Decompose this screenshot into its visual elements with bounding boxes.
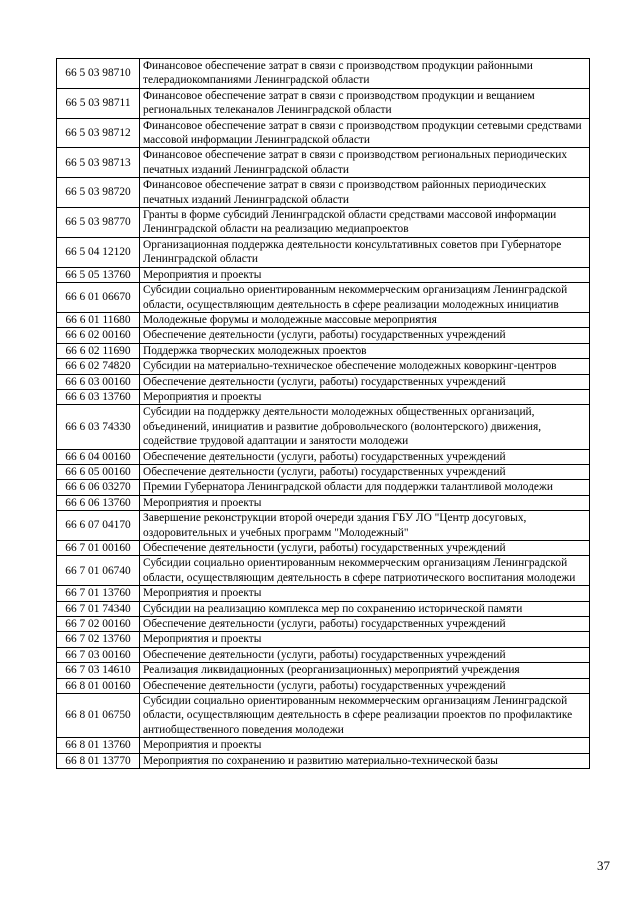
budget-code-cell: 66 6 04 00160 <box>57 449 140 464</box>
description-cell: Мероприятия и проекты <box>140 495 590 510</box>
budget-code-cell: 66 6 07 04170 <box>57 511 140 541</box>
table-row <box>57 480 590 495</box>
budget-code-cell: 66 7 01 00160 <box>57 541 140 556</box>
budget-code-cell: 66 5 03 98712 <box>57 118 140 148</box>
table-row <box>57 374 590 389</box>
budget-code-cell: 66 6 01 06670 <box>57 283 140 313</box>
table-row <box>57 208 590 238</box>
table-row <box>57 647 590 662</box>
table-row <box>57 178 590 208</box>
table-row <box>57 738 590 753</box>
table-row <box>57 678 590 693</box>
description-cell: Мероприятия и проекты <box>140 586 590 601</box>
budget-code-cell: 66 6 03 00160 <box>57 374 140 389</box>
description-cell: Премии Губернатора Ленинградской области для поддержки талантливой молодежи <box>140 480 590 495</box>
table-row <box>57 88 590 118</box>
description-cell: Гранты в форме субсидий Ленинградской области средствами массовой информации Ленинградской области на реализацию медиапроектов <box>140 208 590 238</box>
description-cell: Организационная поддержка деятельности консультативных советов при Губернаторе Ленинградской области <box>140 237 590 267</box>
budget-code-cell: 66 7 01 13760 <box>57 586 140 601</box>
table-row <box>57 283 590 313</box>
table-row <box>57 601 590 616</box>
description-cell: Поддержка творческих молодежных проектов <box>140 343 590 358</box>
description-cell: Субсидии социально ориентированным некоммерческим организациям Ленинградской области, осуществляющим деятельность в сфере патриотического воспитания молодежи <box>140 556 590 586</box>
budget-code-cell: 66 5 03 98770 <box>57 208 140 238</box>
table-row <box>57 449 590 464</box>
description-cell: Реализация ликвидационных (реорганизационных) мероприятий учреждения <box>140 663 590 678</box>
table-row <box>57 359 590 374</box>
description-cell: Обеспечение деятельности (услуги, работы) государственных учреждений <box>140 541 590 556</box>
description-cell: Завершение реконструкции второй очереди здания ГБУ ЛО "Центр досуговых, оздоровительных и учебных программ "Молодежный" <box>140 511 590 541</box>
table-row <box>57 405 590 449</box>
description-cell: Субсидии социально ориентированным некоммерческим организациям Ленинградской области, осуществляющим деятельность в сфере реализации проектов по профилактике антиобщественного поведения молодежи <box>140 694 590 738</box>
budget-code-cell: 66 6 02 74820 <box>57 359 140 374</box>
table-row <box>57 511 590 541</box>
budget-code-cell: 66 5 05 13760 <box>57 267 140 282</box>
budget-code-cell: 66 8 01 13760 <box>57 738 140 753</box>
description-cell: Субсидии на реализацию комплекса мер по сохранению исторической памяти <box>140 601 590 616</box>
budget-code-cell: 66 6 06 03270 <box>57 480 140 495</box>
budget-code-cell: 66 5 03 98710 <box>57 59 140 89</box>
budget-code-cell: 66 5 03 98720 <box>57 178 140 208</box>
budget-code-cell: 66 5 03 98711 <box>57 88 140 118</box>
budget-code-table <box>56 58 590 769</box>
budget-code-cell: 66 6 05 00160 <box>57 464 140 479</box>
budget-code-cell: 66 6 01 11680 <box>57 312 140 327</box>
description-cell: Субсидии на материально-техническое обеспечение молодежных коворкинг-центров <box>140 359 590 374</box>
table-row <box>57 694 590 738</box>
table-row <box>57 663 590 678</box>
description-cell: Финансовое обеспечение затрат в связи с производством продукции районными телерадиокомпаниями Ленинградской области <box>140 59 590 89</box>
description-cell: Финансовое обеспечение затрат в связи с производством продукции сетевыми средствами массовой информации Ленинградской области <box>140 118 590 148</box>
table-row <box>57 556 590 586</box>
table-row <box>57 237 590 267</box>
table-row <box>57 586 590 601</box>
table-row <box>57 495 590 510</box>
description-cell: Молодежные форумы и молодежные массовые мероприятия <box>140 312 590 327</box>
description-cell: Обеспечение деятельности (услуги, работы) государственных учреждений <box>140 464 590 479</box>
table-row <box>57 328 590 343</box>
table-row <box>57 118 590 148</box>
table-row <box>57 541 590 556</box>
description-cell: Финансовое обеспечение затрат в связи с производством региональных периодических печатных изданий Ленинградской области <box>140 148 590 178</box>
table-row <box>57 148 590 178</box>
description-cell: Обеспечение деятельности (услуги, работы) государственных учреждений <box>140 617 590 632</box>
budget-code-cell: 66 6 02 11690 <box>57 343 140 358</box>
description-cell: Мероприятия и проекты <box>140 738 590 753</box>
budget-code-cell: 66 5 03 98713 <box>57 148 140 178</box>
page-number: 37 <box>597 858 610 873</box>
budget-code-cell: 66 6 03 74330 <box>57 405 140 449</box>
table-row <box>57 753 590 768</box>
budget-code-cell: 66 6 03 13760 <box>57 389 140 404</box>
description-cell: Обеспечение деятельности (услуги, работы) государственных учреждений <box>140 647 590 662</box>
table-body <box>57 59 590 769</box>
table-row <box>57 464 590 479</box>
budget-code-cell: 66 7 03 14610 <box>57 663 140 678</box>
budget-code-cell: 66 8 01 06750 <box>57 694 140 738</box>
budget-code-cell: 66 7 02 00160 <box>57 617 140 632</box>
table-row <box>57 617 590 632</box>
budget-code-cell: 66 7 01 06740 <box>57 556 140 586</box>
table-row <box>57 59 590 89</box>
description-cell: Мероприятия и проекты <box>140 632 590 647</box>
budget-code-cell: 66 7 02 13760 <box>57 632 140 647</box>
table-row <box>57 267 590 282</box>
budget-code-cell: 66 7 01 74340 <box>57 601 140 616</box>
description-cell: Субсидии социально ориентированным некоммерческим организациям Ленинградской области, осуществляющим деятельность в сфере реализации молодежных инициатив <box>140 283 590 313</box>
description-cell: Мероприятия и проекты <box>140 267 590 282</box>
description-cell: Обеспечение деятельности (услуги, работы) государственных учреждений <box>140 328 590 343</box>
description-cell: Мероприятия и проекты <box>140 389 590 404</box>
description-cell: Обеспечение деятельности (услуги, работы) государственных учреждений <box>140 449 590 464</box>
description-cell: Финансовое обеспечение затрат в связи с производством продукции и вещанием региональных телеканалов Ленинградской области <box>140 88 590 118</box>
description-cell: Обеспечение деятельности (услуги, работы) государственных учреждений <box>140 374 590 389</box>
document-page <box>56 58 590 769</box>
description-cell: Субсидии на поддержку деятельности молодежных общественных организаций, объединений, инициатив и развитие добровольческого (волонтерского) движения, содействие трудовой адаптации и занятости молодежи <box>140 405 590 449</box>
budget-code-cell: 66 6 02 00160 <box>57 328 140 343</box>
budget-code-cell: 66 8 01 00160 <box>57 678 140 693</box>
table-row <box>57 632 590 647</box>
description-cell: Мероприятия по сохранению и развитию материально-технической базы <box>140 753 590 768</box>
description-cell: Финансовое обеспечение затрат в связи с производством районных периодических печатных изданий Ленинградской области <box>140 178 590 208</box>
budget-code-cell: 66 6 06 13760 <box>57 495 140 510</box>
budget-code-cell: 66 5 04 12120 <box>57 237 140 267</box>
table-row <box>57 312 590 327</box>
table-row <box>57 389 590 404</box>
table-row <box>57 343 590 358</box>
description-cell: Обеспечение деятельности (услуги, работы) государственных учреждений <box>140 678 590 693</box>
budget-code-cell: 66 7 03 00160 <box>57 647 140 662</box>
budget-code-cell: 66 8 01 13770 <box>57 753 140 768</box>
